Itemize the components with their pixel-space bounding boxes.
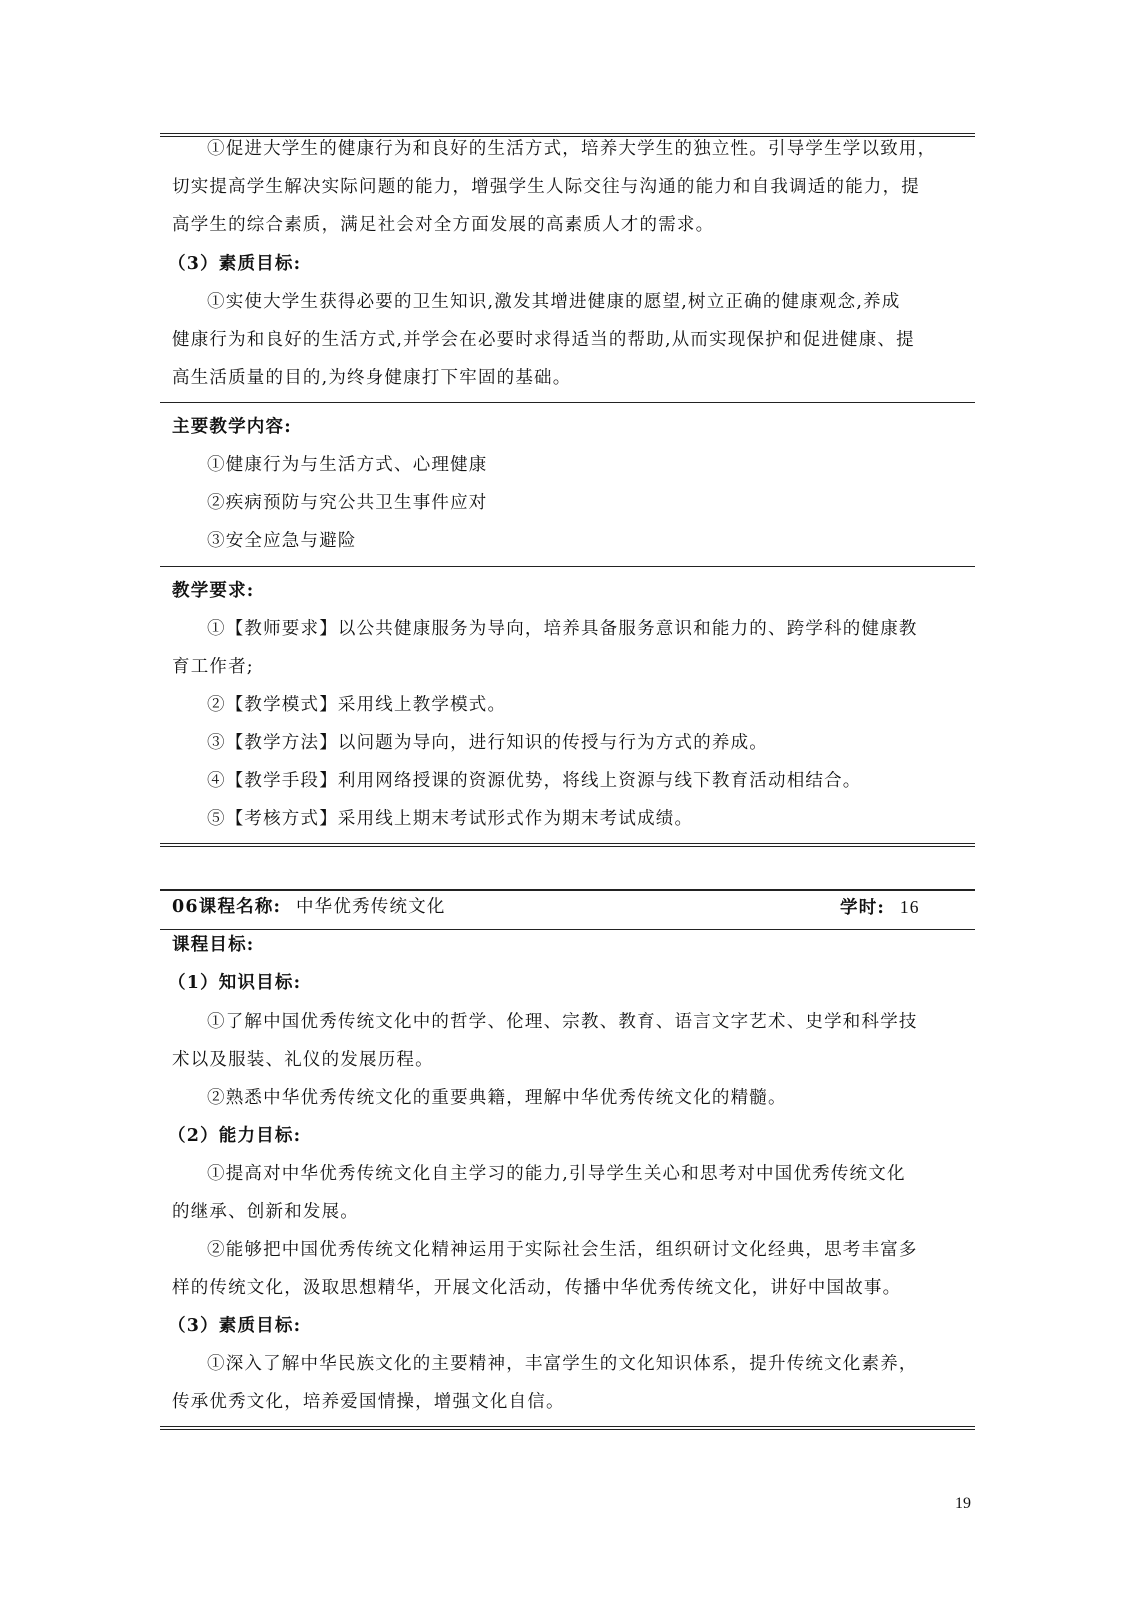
course-name: 中华优秀传统文化	[295, 897, 446, 917]
paragraph-line: ①提高对中华优秀传统文化自主学习的能力,引导学生关心和思考对中国优秀传统文化	[207, 1164, 906, 1184]
table-bottom-rule	[160, 1426, 975, 1430]
list-item: ⑤【考核方式】采用线上期末考试形式作为期末考试成绩。	[207, 809, 694, 829]
paragraph-line: ②熟悉中华优秀传统文化的重要典籍，理解中华优秀传统文化的精髓。	[207, 1088, 787, 1108]
row-divider	[160, 566, 975, 567]
section-heading: （1）知识目标:	[168, 973, 302, 993]
list-item: ③安全应急与避险	[207, 531, 357, 551]
list-item: ②【教学模式】采用线上教学模式。	[207, 695, 507, 715]
course-label: 06课程名称:	[172, 897, 282, 917]
section-heading: 主要教学内容:	[172, 417, 292, 437]
paragraph-line: ②能够把中国优秀传统文化精神运用于实际社会生活，组织研讨文化经典，思考丰富多	[207, 1240, 918, 1260]
paragraph-line: ①促进大学生的健康行为和良好的生活方式，培养大学生的独立性。引导学生学以致用，	[207, 139, 937, 159]
paragraph-line: 术以及服装、礼仪的发展历程。	[172, 1050, 434, 1070]
section-heading: （3）素质目标:	[168, 254, 302, 274]
course-hours	[840, 895, 920, 920]
paragraph-line: 传承优秀文化，培养爱国情操，增强文化自信。	[172, 1392, 565, 1412]
row-divider	[160, 402, 975, 403]
section-heading: （2）能力目标:	[168, 1126, 302, 1146]
list-item: ③【教学方法】以问题为导向，进行知识的传授与行为方式的养成。	[207, 733, 768, 753]
list-item: ④【教学手段】利用网络授课的资源优势，将线上资源与线下教育活动相结合。	[207, 771, 862, 791]
list-item: ②疾病预防与究公共卫生事件应对	[207, 493, 488, 513]
list-item: 育工作者;	[172, 657, 254, 677]
paragraph-line: 切实提高学生解决实际问题的能力，增强学生人际交往与沟通的能力和自我调适的能力，提	[172, 177, 920, 197]
hours-value: 16	[899, 897, 920, 917]
page-number: 19	[955, 1495, 971, 1512]
section-heading: （3）素质目标:	[168, 1316, 302, 1336]
section-heading: 课程目标:	[172, 935, 255, 955]
paragraph-line: ①了解中国优秀传统文化中的哲学、伦理、宗教、教育、语言文字艺术、史学和科学技	[207, 1012, 918, 1032]
paragraph-line: ①深入了解中华民族文化的主要精神，丰富学生的文化知识体系，提升传统文化素养，	[207, 1354, 918, 1374]
paragraph-line: 高生活质量的目的,为终身健康打下牢固的基础。	[172, 368, 572, 388]
paragraph-line: 高学生的综合素质，满足社会对全方面发展的高素质人才的需求。	[172, 215, 715, 235]
row-divider	[160, 929, 975, 930]
list-item: ①健康行为与生活方式、心理健康	[207, 455, 488, 475]
paragraph-line: ①实使大学生获得必要的卫生知识,激发其增进健康的愿望,树立正确的健康观念,养成	[207, 292, 901, 312]
list-item: ①【教师要求】以公共健康服务为导向，培养具备服务意识和能力的、跨学科的健康教	[207, 619, 918, 639]
paragraph-line: 样的传统文化，汲取思想精华，开展文化活动，传播中华优秀传统文化，讲好中国故事。	[172, 1278, 902, 1298]
section-heading: 教学要求:	[172, 581, 255, 601]
table-top-rule	[160, 889, 975, 891]
paragraph-line: 的继承、创新和发展。	[172, 1202, 359, 1222]
paragraph-line: 健康行为和良好的生活方式,并学会在必要时求得适当的帮助,从而实现保护和促进健康、提	[172, 330, 915, 350]
table-bottom-rule	[160, 843, 975, 847]
hours-label: 学时:	[840, 898, 886, 918]
